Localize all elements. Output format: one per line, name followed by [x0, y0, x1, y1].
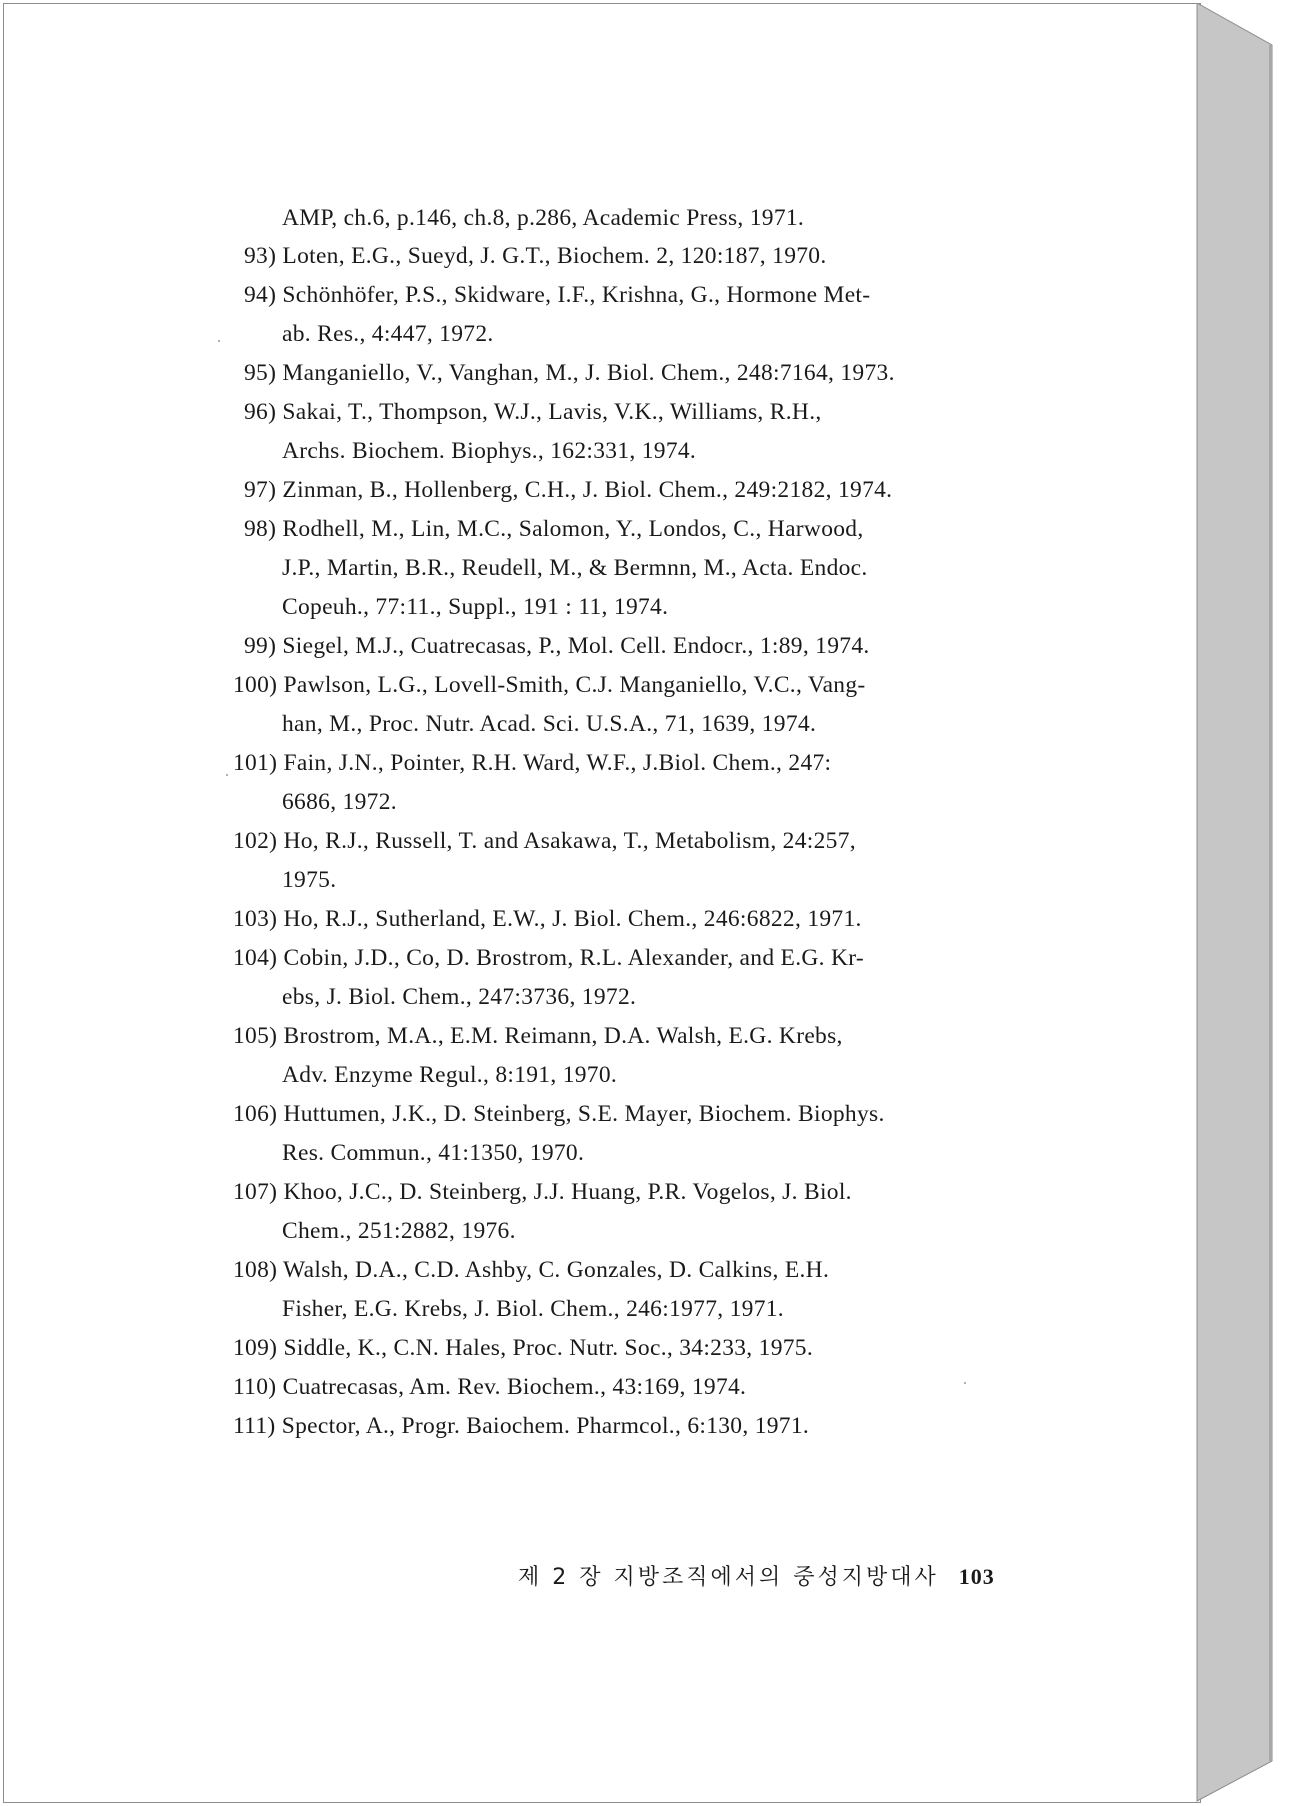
- reference-line: Adv. Enzyme Regul., 8:191, 1970.: [282, 1062, 618, 1088]
- reference-line: 109) Siddle, K., C.N. Hales, Proc. Nutr. Soc., 34:233, 1975.: [233, 1335, 814, 1361]
- reference-line: 96) Sakai, T., Thompson, W.J., Lavis, V.K., Williams, R.H.,: [244, 399, 822, 425]
- page-stack-edge: [1196, 3, 1276, 1803]
- reference-line: J.P., Martin, B.R., Reudell, M., & Bermnn, M., Acta. Endoc.: [282, 555, 868, 581]
- reference-line: Res. Commun., 41:1350, 1970.: [282, 1140, 585, 1166]
- reference-line: 103) Ho, R.J., Sutherland, E.W., J. Biol. Chem., 246:6822, 1971.: [233, 906, 862, 932]
- reference-line: 1975.: [282, 867, 337, 893]
- reference-line: 107) Khoo, J.C., D. Steinberg, J.J. Huang, P.R. Vogelos, J. Biol.: [233, 1179, 852, 1205]
- chapter-title: 제 2 장 지방조직에서의 중성지방대사: [518, 1565, 939, 1590]
- reference-line: 108) Walsh, D.A., C.D. Ashby, C. Gonzales, D. Calkins, E.H.: [233, 1257, 830, 1283]
- reference-line: 93) Loten, E.G., Sueyd, J. G.T., Biochem. 2, 120:187, 1970.: [244, 243, 827, 269]
- reference-line: 111) Spector, A., Progr. Baiochem. Pharmcol., 6:130, 1971.: [233, 1413, 810, 1439]
- reference-line: Copeuh., 77:11., Suppl., 191 : 11, 1974.: [282, 594, 669, 620]
- reference-line: 6686, 1972.: [282, 789, 397, 815]
- reference-line: 99) Siegel, M.J., Cuatrecasas, P., Mol. Cell. Endocr., 1:89, 1974.: [244, 633, 870, 659]
- scan-speck: [218, 340, 220, 342]
- reference-line: 110) Cuatrecasas, Am. Rev. Biochem., 43:169, 1974.: [233, 1374, 747, 1400]
- reference-line: ebs, J. Biol. Chem., 247:3736, 1972.: [282, 984, 637, 1010]
- reference-line: 98) Rodhell, M., Lin, M.C., Salomon, Y., Londos, C., Harwood,: [244, 516, 864, 542]
- reference-line: 105) Brostrom, M.A., E.M. Reimann, D.A. Walsh, E.G. Krebs,: [233, 1023, 843, 1049]
- reference-line: 104) Cobin, J.D., Co, D. Brostrom, R.L. Alexander, and E.G. Kr-: [233, 945, 865, 971]
- reference-line: 106) Huttumen, J.K., D. Steinberg, S.E. Mayer, Biochem. Biophys.: [233, 1101, 885, 1127]
- reference-line: ab. Res., 4:447, 1972.: [282, 321, 494, 347]
- reference-line: 94) Schönhöfer, P.S., Skidware, I.F., Krishna, G., Hormone Met-: [244, 282, 871, 308]
- reference-line: AMP, ch.6, p.146, ch.8, p.286, Academic Press, 1971.: [282, 205, 805, 231]
- reference-line: 100) Pawlson, L.G., Lovell-Smith, C.J. Manganiello, V.C., Vang-: [233, 672, 866, 698]
- scan-speck: [964, 1382, 966, 1384]
- scan-speck: [226, 774, 228, 776]
- reference-line: Archs. Biochem. Biophys., 162:331, 1974.: [282, 438, 697, 464]
- running-footer: [518, 1560, 995, 1591]
- reference-line: Fisher, E.G. Krebs, J. Biol. Chem., 246:1977, 1971.: [282, 1296, 784, 1322]
- reference-line: han, M., Proc. Nutr. Acad. Sci. U.S.A., 71, 1639, 1974.: [282, 711, 817, 737]
- reference-line: 95) Manganiello, V., Vanghan, M., J. Biol. Chem., 248:7164, 1973.: [244, 360, 895, 386]
- reference-line: Chem., 251:2882, 1976.: [282, 1218, 516, 1244]
- reference-line: 97) Zinman, B., Hollenberg, C.H., J. Biol. Chem., 249:2182, 1974.: [244, 477, 893, 503]
- page-number: 103: [958, 1564, 995, 1589]
- reference-line: 101) Fain, J.N., Pointer, R.H. Ward, W.F., J.Biol. Chem., 247:: [233, 750, 832, 776]
- reference-line: 102) Ho, R.J., Russell, T. and Asakawa, T., Metabolism, 24:257,: [233, 828, 856, 854]
- book-page: [3, 3, 1201, 1803]
